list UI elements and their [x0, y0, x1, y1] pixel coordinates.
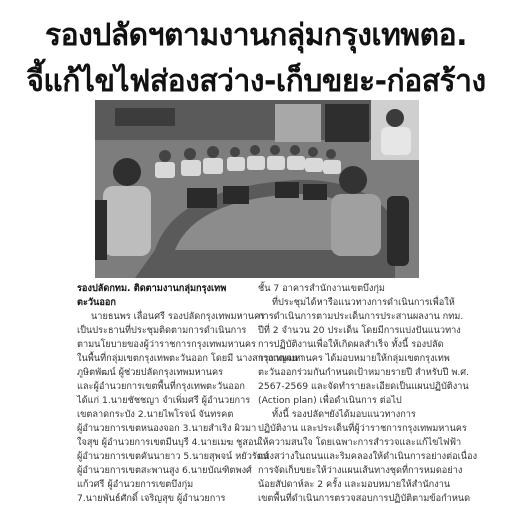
article-text-line: แสงสว่างในถนนและริมคลองให้ดำเนินการอย่างต่อเนื่อง [258, 451, 478, 462]
article-text-line: นายธนพร เลื่อนศรี รองปลัดกรุงเทพมหานคร [91, 311, 266, 322]
article-text-line: ผู้อำนวยการเขตหนองจอก 3.นายสำเริง ผิวมา [77, 423, 257, 434]
article-text-line: น้อยสัปดาห์ละ 2 ครั้ง และมอบหมายให้สำนักงาน [258, 479, 451, 490]
article-text-line: ปีที่ 2 จำนวน 20 ประเด็น โดยมีการแบ่งปันแนวทาง [258, 325, 461, 336]
article-right-column [258, 282, 478, 506]
byline-line-1: รองปลัดกทม. ติดตามงานกลุ่มกรุงเทพ [77, 283, 227, 294]
headline-line-1: รองปลัดฯตามงานกลุ่มกรุงเทพตอ. [44, 18, 468, 53]
article-text-line: เขตพื้นที่ดำเนินการตรวจสอบการปฏิบัติตามข้อกำหนด [258, 493, 471, 504]
article-text-line: 2567-2569 และจัดทำรายละเอียดเป็นแผนปฏิบัติงาน [258, 381, 469, 392]
headline-line-2: จี้แก้ไขไฟส่องสว่าง-เก็บขยะ-ก่อสร้าง [26, 64, 486, 99]
article-text-line: แก้วศรี ผู้อำนวยการเขตบึงกุ่ม [77, 479, 194, 490]
article-text-line: ที่ประชุมได้หารือแนวทางการดำเนินการเพื่อให้ [272, 297, 455, 308]
article-text-line: เป็นประธานที่ประชุมติดตามการดำเนินการ [77, 325, 247, 336]
article-left-column [77, 282, 304, 506]
article-text-line: การดำเนินการตามประเด็นการประสานผลงาน กทม. [258, 311, 464, 322]
article-text-line: ผู้อำนวยการเขตคันนายาว 5.นายสุพจน์ หยัวรัตน์ [77, 451, 270, 462]
article-text-line: ในพื้นที่กลุ่มเขตกรุงเทพตะวันออก โดยมี นางสาวกาญจนา [77, 353, 304, 364]
article-text-line: ตะวันออกร่วมกันกำหนดเป้าหมายรายปี สำหรับปี พ.ศ. [258, 367, 470, 378]
article-text-line: 7.นายพันธ์ศักดิ์ เจริญสุข ผู้อำนวยการ [77, 493, 226, 504]
article-text-line: ให้ความสนใจ โดยเฉพาะการสำรวจและแก้ไขไฟฟ้า [258, 437, 462, 448]
article-text-line: เขตลาดกระบัง 2.นายไพโรจน์ จันทรคต [77, 409, 234, 420]
byline-line-2: ตะวันออก [77, 297, 116, 308]
article-text-line: ใจสุข ผู้อำนวยการเขตมีนบุรี 4.นายเมฆ ชูสอน [77, 437, 260, 448]
article-text-line: ได้แก่ 1.นายชัชชญา จำเพิ่มศรี ผู้อำนวยการ [77, 395, 251, 406]
article-text-line: ภูษิตพัฒน์ ผู้ช่วยปลัดกรุงเทพมหานคร [77, 367, 224, 378]
article-text-line: (Action plan) เพื่อดำเนินการ ต่อไป [258, 395, 402, 406]
article-text-line: กรุงเทพมหานคร ได้มอบหมายให้กลุ่มเขตกรุงเทพ [258, 353, 450, 364]
article-text-line: การจัดเก็บขยะให้ว่างแผนเส้นทางชุดที่การหมดอย่าง [258, 465, 463, 476]
article-text-line: ปฏิบัติงาน และประเด็นที่ผู้ว่าราชการกรุงเทพมหานคร [258, 423, 467, 434]
article-text-line: ตามนโยบายของผู้ว่าราชการกรุงเทพมหานคร [77, 339, 256, 350]
article-text-line: ชั้น 7 อาคารสำนักงานเขตบึงกุ่ม [258, 283, 385, 294]
article-text-line: และผู้อำนวยการเขตพื้นที่กรุงเทพตะวันออก [77, 381, 245, 392]
article-text-line: การปฏิบัติงานเพื่อให้เกิดผลสำเร็จ ทั้งนี้ รองปลัด [258, 339, 444, 350]
article-text-line: ผู้อำนวยการเขตสะพานสูง 6.นายบัณฑิตพงศ์ [77, 465, 252, 476]
meeting-photo [95, 100, 419, 278]
article-text-line: ทั้งนี้ รองปลัดฯยังได้มอบแนวทางการ [272, 409, 416, 420]
